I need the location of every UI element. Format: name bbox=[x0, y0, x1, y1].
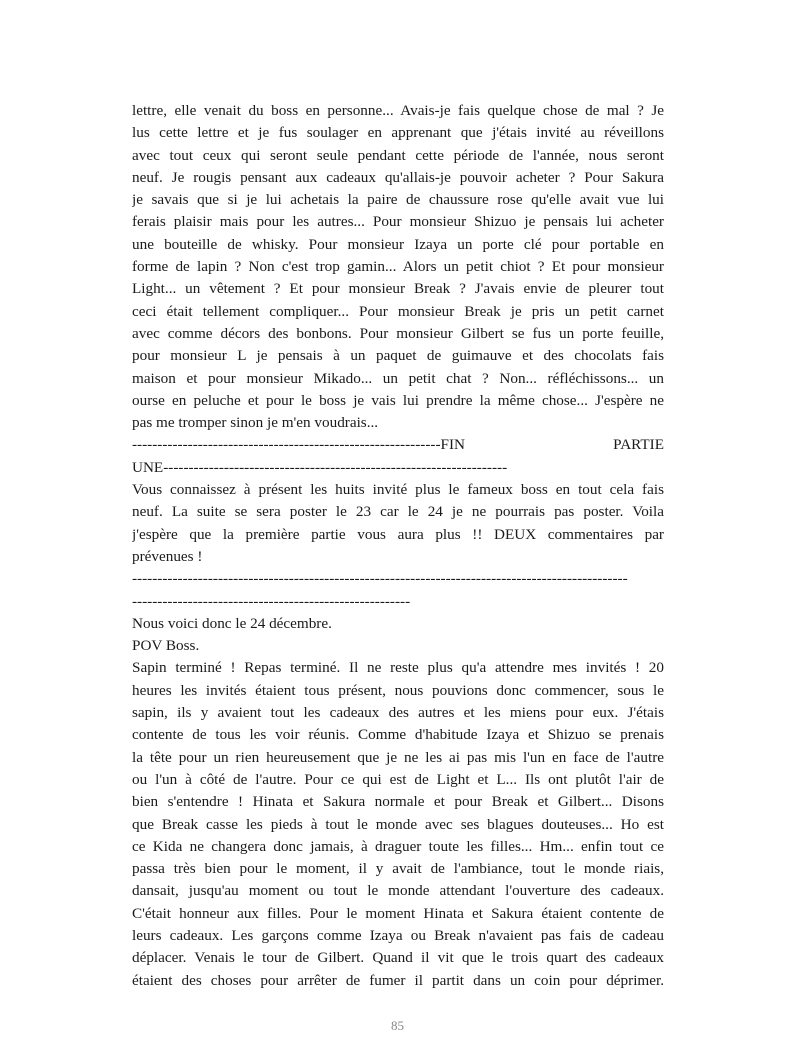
text-line: -------------------------------------------------------------------------------------------------- bbox=[132, 570, 628, 588]
text-line: neuf. Je rougis pensant aux cadeaux qu'allais-je pouvoir acheter ? Pour Sakura bbox=[132, 168, 664, 186]
text-line: neuf. La suite se sera poster le 23 car le 24 je ne pourrais pas poster. Voila bbox=[132, 503, 664, 521]
text-line: que Break casse les pieds à tout le monde avec ses blagues douteuses... Ho est bbox=[132, 815, 664, 833]
text-line: j'espère que la première partie vous aura plus !! DEUX commentaires par bbox=[132, 525, 664, 543]
text-line: une bouteille de whisky. Pour monsieur Izaya un porte clé pour portable en bbox=[132, 235, 664, 253]
text-line: lus cette lettre et je fus soulager en apprenant que j'étais invité au réveillons bbox=[132, 124, 664, 142]
text-line: pas me tromper sinon je m'en voudrais... bbox=[132, 414, 379, 432]
text-line: étaient des choses pour arrêter de fumer il partit dans un coin pour déprimer. bbox=[132, 971, 664, 989]
text-line: ourse en peluche et pour le boss je vais lui prendre la même chose... J'espère ne bbox=[132, 391, 664, 409]
text-line: UNE-------------------------------------------------------------------- bbox=[132, 458, 508, 476]
page-number: 85 bbox=[391, 1018, 404, 1033]
text-line: je savais que si je lui achetais la paire de chaussure rose qu'elle avait vue lui bbox=[132, 191, 664, 209]
text-line: ce Kida ne changera donc jamais, à draguer toute les filles... Hm... enfin tout ce bbox=[132, 837, 664, 855]
text-line: forme de lapin ? Non c'est trop gamin... Alors un petit chiot ? Et pour monsieur bbox=[132, 258, 664, 276]
text-line: sapin, ils y avaient tout les cadeaux des autres et les miens pour eux. J'étais bbox=[132, 704, 664, 722]
text-line: bien s'entendre ! Hinata et Sakura normale et pour Break et Gilbert... Disons bbox=[132, 793, 664, 811]
text-line: Light... un vêtement ? Et pour monsieur Break ? J'avais envie de pleurer tout bbox=[132, 280, 664, 298]
text-line: avec tout ceux qui seront seule pendant cette période de l'année, nous seront bbox=[132, 146, 664, 164]
text-line: pour monsieur L je pensais à un paquet de guimauve et des chocolats fais bbox=[132, 347, 664, 365]
text-line: lettre, elle venait du boss en personne... Avais-je fais quelque chose de mal ? Je bbox=[132, 102, 664, 119]
text-line: la tête pour un rien heureusement que je ne les ai pas mis l'un en face de l'autre bbox=[132, 748, 664, 766]
text-line: leurs cadeaux. Les garçons comme Izaya ou Break n'avaient pas fais de cadeau bbox=[132, 926, 664, 944]
text-line: déplacer. Venais le tour de Gilbert. Quand il vit que le trois quart des cadeaux bbox=[132, 949, 664, 967]
text-line: Vous connaissez à présent les huits invité plus le fameux boss en tout cela fais bbox=[132, 481, 664, 499]
text-line: ceci était tellement compliquer... Pour monsieur Break je pris un petit carnet bbox=[132, 302, 664, 320]
body-text bbox=[132, 100, 664, 992]
text-line: ou l'un à côté de l'autre. Pour ce qui est de Light et L... Ils ont plutôt l'air de bbox=[132, 770, 664, 788]
text-line: avec comme décors des bonbons. Pour monsieur Gilbert se fus un porte feuille, bbox=[132, 324, 664, 342]
text-line: dansait, jusqu'au moment ou tout le monde attendant l'ouverture des cadeaux. bbox=[132, 882, 664, 900]
text-line: prévenues ! bbox=[132, 547, 203, 565]
text-line: -------------------------------------------------------------FIN PARTIE bbox=[132, 436, 664, 454]
text-line: ------------------------------------------------------- bbox=[132, 592, 411, 610]
text-line: POV Boss. bbox=[132, 637, 200, 655]
text-line: Nous voici donc le 24 décembre. bbox=[132, 614, 332, 632]
text-line: heures les invités étaient tous présent, nous pouvions donc commencer, sous le bbox=[132, 681, 664, 699]
text-line: Sapin terminé ! Repas terminé. Il ne reste plus qu'a attendre mes invités ! 20 bbox=[132, 659, 664, 677]
text-line: ferais plaisir mais pour les autres... Pour monsieur Shizuo je pensais lui acheter bbox=[132, 213, 664, 231]
text-line: passa très bien pour le moment, il y avait de l'ambiance, tout le monde riais, bbox=[132, 860, 664, 878]
text-line: C'était honneur aux filles. Pour le moment Hinata et Sakura étaient contente de bbox=[132, 904, 664, 922]
text-line: maison et pour monsieur Mikado... un petit chat ? Non... réfléchissons... un bbox=[132, 369, 664, 387]
text-line: contente de tous les voir réunis. Comme d'habitude Izaya et Shizuo se prenais bbox=[132, 726, 664, 744]
